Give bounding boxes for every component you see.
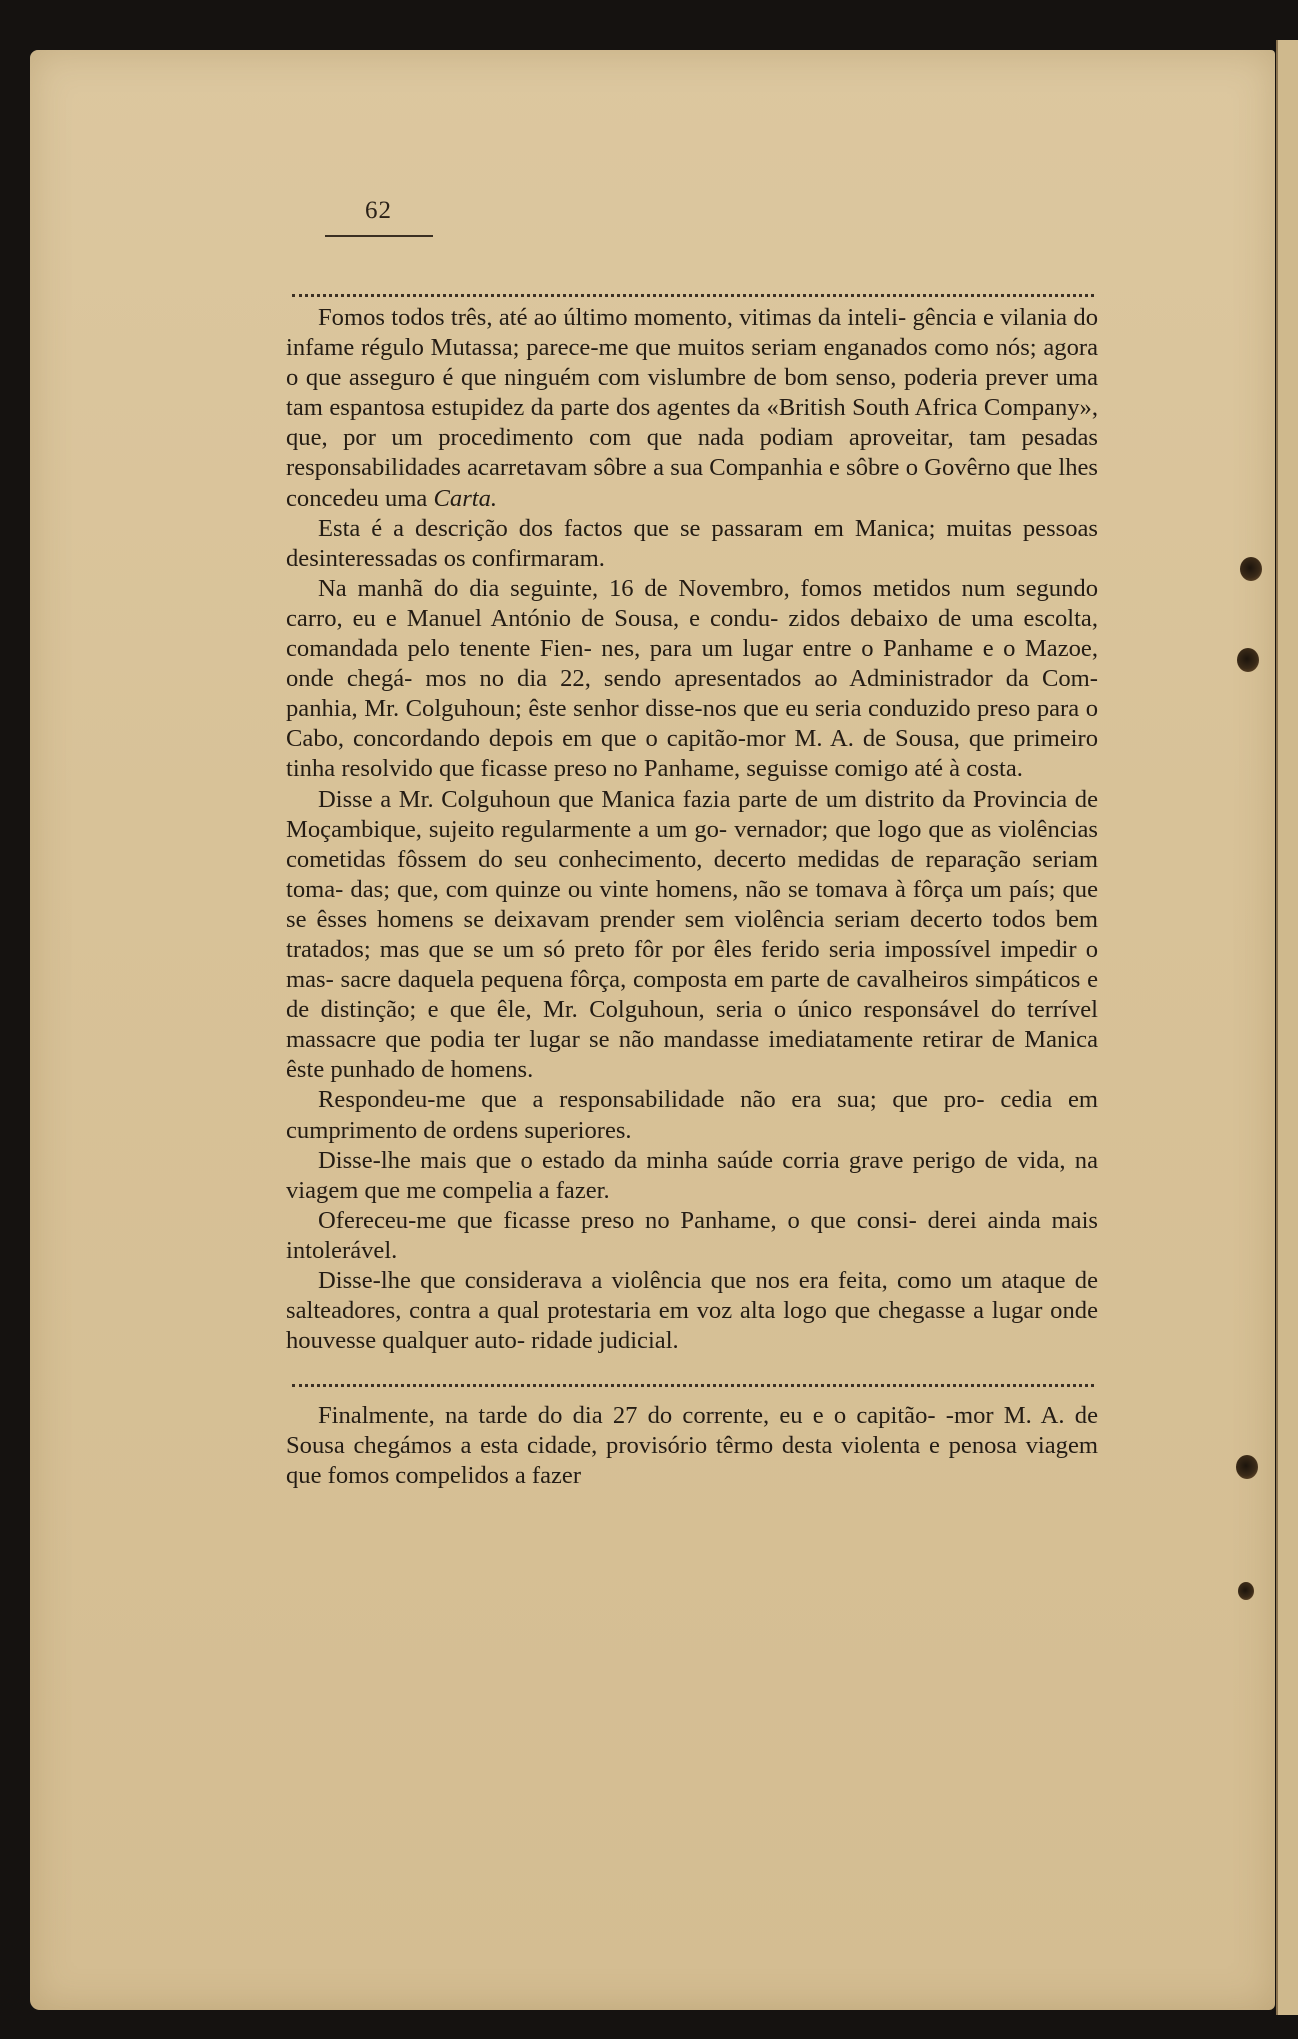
paragraph: Disse a Mr. Colguhoun que Manica fazia parte de um distrito da Provincia de Moçambique, sujeito regularmente a um go- vernador; que logo que as violências cometidas fôssem do seu conhecimento, decerto medidas de reparação seriam toma- das; que, com quinze ou vinte homens, não se tomava à fôrça um país; que se êsses homens se deixavam prender sem violência seriam decerto todos bem tratados; mas que se um só preto fôr por êles ferido seria impossível impedir o mas- sacre daquela pequena fôrça, composta em parte de cavalheiros simpáticos e de distinção; e que êle, Mr. Colguhoun, seria o único responsável do terrível massacre que podia ter lugar se não mandasse imediatamente retirar de Manica êste punhado de homens. [286,785,1098,1084]
paragraph: Ofereceu-me que ficasse preso no Panhame, o que consi- derei ainda mais intolerável. [286,1206,1098,1264]
ellipsis-separator [292,272,1094,297]
paragraph: Disse-lhe mais que o estado da minha saúde corria grave perigo de vida, na viagem que me compelia a fazer. [286,1146,1098,1204]
emphasis-carta: Carta. [433,484,498,512]
binding-hole [1238,1582,1254,1600]
paragraph: Na manhã do dia seguinte, 16 de Novembro, fomos metidos num segundo carro, eu e Manuel António de Sousa, e condu- zidos debaixo de uma escolta, comandada pelo tenente Fien- nes, para um lugar entre o Panhame e o Mazoe, onde chegá- mos no dia 22, sendo apresentados ao Administrador da Com- panhia, Mr. Colguhoun; êste senhor disse-nos que eu seria conduzido preso para o Cabo, concordando depois em que o capitão-mor M. A. de Sousa, que primeiro tinha resolvido que ficasse preso no Panhame, seguisse comigo até à costa. [286,574,1098,783]
page-number: 62 [365,197,392,224]
ellipsis-separator [292,1362,1094,1387]
next-page-edge [1276,40,1298,2015]
page-number-rule [325,235,433,237]
paragraph [286,303,1098,514]
paragraph-text: Fomos todos três, até ao último momento, vitimas da inteli- gência e vilania do infame régulo Mutassa; parece-me que muitos seriam enganados como nós; agora o que asseguro é que ninguém com vislumbre de bom senso, poderia prever uma tam espantosa estupidez da parte dos agentes da «British South Africa Company», que, por um procedimento com que nada podiam aproveitar, tam pesadas responsabilidades acarretavam sôbre a sua Companhia e sôbre o Govêrno que lhes concedeu uma [286,304,1098,512]
binding-hole [1236,1455,1258,1479]
body-text [286,272,1098,1492]
binding-hole [1237,648,1259,672]
paragraph: Disse-lhe que considerava a violência que nos era feita, como um ataque de salteadores, contra a qual protestaria em voz alta logo que chegasse a lugar onde houvesse qualquer auto- ridade judicial. [286,1267,1098,1355]
binding-hole [1240,557,1262,581]
paragraph: Esta é a descrição dos factos que se passaram em Manica; muitas pessoas desinteressadas os confirmaram. [286,514,1098,572]
paragraph: Respondeu-me que a responsabilidade não era sua; que pro- cedia em cumprimento de ordens superiores. [286,1086,1098,1144]
paragraph: Finalmente, na tarde do dia 27 do corrente, eu e o capitão- -mor M. A. de Sousa chegámos a esta cidade, provisório têrmo desta violenta e penosa viagem que fomos compelidos a fazer [286,1402,1098,1490]
